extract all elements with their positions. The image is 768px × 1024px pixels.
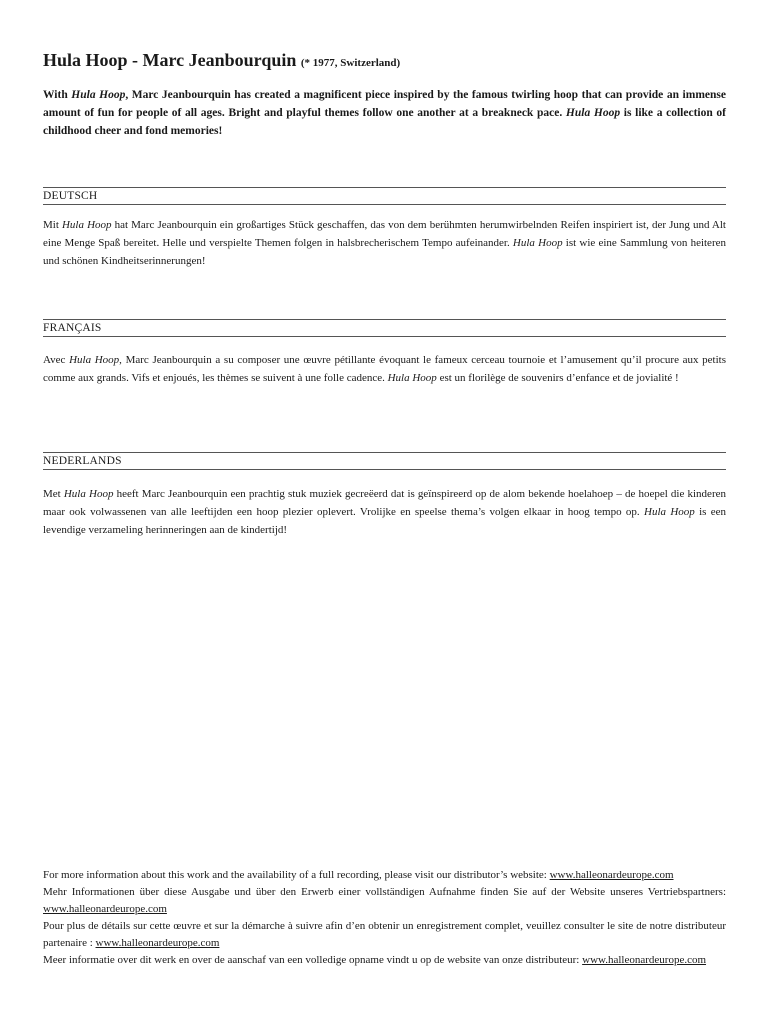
fr-text-3: est un florilège de souvenirs d’enfance et de jovialité ! bbox=[436, 372, 679, 384]
footer-english-text: For more information about this work and the availability of a full recording, please visit our distributor’s website: bbox=[43, 869, 550, 881]
section-body-deutsch bbox=[43, 216, 726, 270]
section-body-nederlands bbox=[43, 485, 726, 539]
section-heading-francais: FRANÇAIS bbox=[43, 319, 726, 337]
de-work-title-1: Hula Hoop bbox=[61, 219, 112, 231]
intro-work-title-1: Hula Hoop bbox=[71, 89, 126, 101]
distributor-link-dutch[interactable]: www.halleonardeurope.com bbox=[582, 954, 707, 966]
footer-german-text: Mehr Informationen über diese Ausgabe und über den Erwerb einer vollständigen Aufnahme finden Sie auf der Website unseres Vertriebspartners: bbox=[43, 886, 726, 898]
de-text-3: ist wie eine Sammlung von heiteren und schönen Kindheitserinnerungen! bbox=[43, 237, 726, 267]
nl-text-2: heeft Marc Jeanbourquin een prachtig stuk muziek gecreëerd dat is geïnspireerd op de alom bekende hoelahoep – de hoepel die kinderen maar ook volwassenen van alle leeftijden een hoop plezier oplevert. Vrolijke en speelse thema’s volgen elkaar in hoog tempo op. bbox=[43, 488, 726, 518]
fr-work-title-2: Hula Hoop bbox=[387, 372, 437, 384]
footer-distributor-info bbox=[43, 867, 726, 969]
footer-french-text: Pour plus de détails sur cette œuvre et sur la démarche à suivre afin d’en obtenir un enregistrement complet, veuillez consulter le site de notre distributeur partenaire : bbox=[43, 920, 726, 949]
section-heading-deutsch: DEUTSCH bbox=[43, 187, 726, 205]
nl-work-title-2: Hula Hoop bbox=[644, 506, 695, 518]
footer-english bbox=[43, 867, 726, 884]
de-text-1: Mit bbox=[43, 219, 62, 231]
intro-text-3: is like a collection of childhood cheer and fond memories! bbox=[43, 107, 727, 137]
footer-french bbox=[43, 918, 726, 952]
distributor-link-french[interactable]: www.halleonardeurope.com bbox=[95, 937, 220, 949]
fr-work-title-1: Hula Hoop bbox=[69, 354, 120, 366]
page-title bbox=[43, 50, 726, 71]
fr-text-1: Avec bbox=[43, 354, 70, 366]
footer-dutch-text: Meer informatie over dit werk en over de aanschaf van een volledige opname vindt u op de website van onze distributeur: bbox=[43, 954, 583, 966]
nl-text-1: Met bbox=[43, 488, 64, 500]
intro-text-2: , Marc Jeanbourquin has created a magnificent piece inspired by the famous twirling hoop that can provide an immense amount of fun for people of all ages. Bright and playful themes follow one another at a breakneck pace. bbox=[43, 89, 726, 119]
section-heading-nederlands: NEDERLANDS bbox=[43, 452, 726, 470]
footer-german bbox=[43, 884, 726, 918]
title-subtitle: (* 1977, Switzerland) bbox=[300, 57, 401, 69]
footer-dutch bbox=[43, 952, 726, 969]
fr-text-2: , Marc Jeanbourquin a su composer une œuvre pétillante évoquant le fameux cerceau tournoie et l’amusement qu’il procure aux petits comme aux grands. Vifs et enjoués, les thèmes se suivent à une folle cadence. bbox=[43, 354, 726, 384]
intro-work-title-2: Hula Hoop bbox=[565, 107, 621, 119]
de-text-2: hat Marc Jeanbourquin ein großartiges Stück geschaffen, das von dem berühmten herumwirbelnden Reifen inspiriert ist, der Jung und Alt eine Menge Spaß bereitet. Helle und verspielte Themen folgen in halsbrecherischem Tempo aufeinander. bbox=[43, 219, 726, 249]
intro-text-1: With bbox=[43, 89, 72, 101]
distributor-link-german[interactable]: www.halleonardeurope.com bbox=[43, 903, 167, 915]
nl-text-3: is een levendige verzameling herinneringen aan de kindertijd! bbox=[43, 506, 726, 536]
nl-work-title-1: Hula Hoop bbox=[63, 488, 114, 500]
distributor-link-english[interactable]: www.halleonardeurope.com bbox=[549, 869, 674, 881]
intro-paragraph bbox=[43, 86, 726, 140]
de-work-title-2: Hula Hoop bbox=[512, 237, 563, 249]
section-body-francais bbox=[43, 351, 726, 387]
title-main: Hula Hoop - Marc Jeanbourquin bbox=[43, 50, 297, 70]
